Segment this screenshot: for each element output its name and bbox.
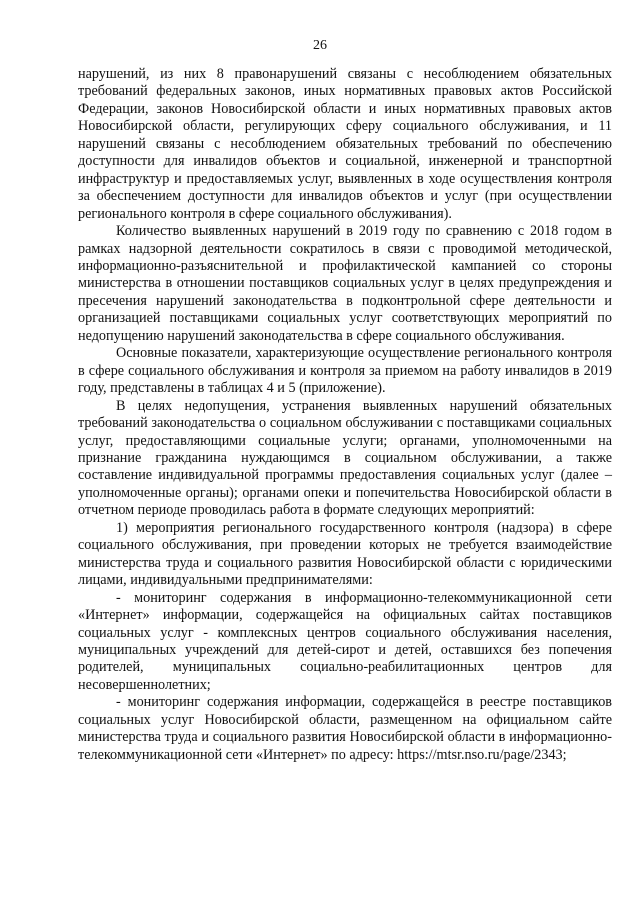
paragraph-violations-summary: нарушений, из них 8 правонарушений связаны с несоблюдением обязательных требований федеральных законов, иных нормативных правовых актов Российской Федерации, законов Новосибирской области и иных нормативных правовых актов Новосибирской области, регулирующих сферу социального обслуживания, и 11 нарушений связаны с несоблюдением обязательных требований по обеспечению доступности для инвалидов объектов и социальной, инженерной и транспортной инфраструктур и предоставляемых услуг, выявленных в ходе осуществления контроля за обеспечением доступности для инвалидов объектов и услуг (при осуществлении регионального контроля в сфере социального обслуживания). [78,66,612,222]
paragraph-prevention-measures: В целях недопущения, устранения выявленных нарушений обязательных требований законодательства о социальном обслуживании с поставщиками социальных услуг, предоставляющими социальные услуги; органами, уполномоченными на признание гражданина нуждающимся в социальном обслуживании, а также составление индивидуальной программы предоставления социальных услуг (далее – уполномоченные органы); органами опеки и попечительства Новосибирской области в отчетном периоде проводилась работа в формате следующих мероприятий: [78,397,612,519]
document-body [78,66,612,764]
page-number: 26 [313,38,327,53]
paragraph-violations-decrease: Количество выявленных нарушений в 2019 году по сравнению с 2018 годом в рамках надзорной деятельности сократилось в связи с проводимой методической, информационно-разъяснительной и профилактической кампанией со стороны министерства в отношении поставщиков социальных услуг в целях предупреждения и пресечения нарушений законодательства в подконтрольной сфере деятельности и организацией поставщиками социальных услуг соответствующих мероприятий по недопущению нарушений законодательства в сфере социального обслуживания. [78,223,612,344]
paragraph-bullet-monitoring-sites: - мониторинг содержания в информационно-телекоммуникационной сети «Интернет» информации, содержащейся на официальных сайтах поставщиков социальных услуг - комплексных центров социального обслуживания населения, муниципальных учреждений для детей-сирот и детей, оставшихся без попечения родителей, муниципальных социально-реабилитационных центров для несовершеннолетних; [78,589,612,693]
paragraph-bullet-monitoring-registry: - мониторинг содержания информации, содержащейся в реестре поставщиков социальных услуг Новосибирской области, размещенном на официальном сайте министерства труда и социального развития Новосибирской области в информационно-телекоммуникационной сети «Интернет» по адресу: https://mtsr.nso.ru/page/2343; [78,694,612,763]
paragraph-list-item-1: 1) мероприятия регионального государственного контроля (надзора) в сфере социального обслуживания, при проведении которых не требуется взаимодействие министерства труда и социального развития Новосибирской области с юридическими лицами, индивидуальными предпринимателями: [78,519,612,589]
paragraph-main-indicators: Основные показатели, характеризующие осуществление регионального контроля в сфере социального обслуживания и контроля за приемом на работу инвалидов в 2019 году, представлены в таблицах 4 и 5 (приложение). [78,345,612,397]
